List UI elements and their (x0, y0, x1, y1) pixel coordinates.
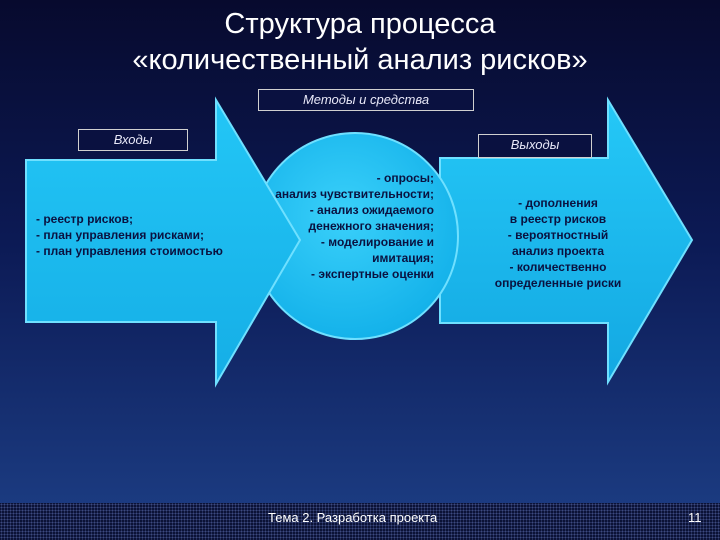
slide-title-line-1: Структура процесса (224, 8, 496, 40)
methods-list: - опросы; анализ чувствительности; - анализ ожидаемого денежного значения; - моделирование и имитация; - экспертные оценки (275, 171, 434, 281)
methods-label: Методы и средства (258, 89, 474, 111)
slide-title-line-2: «количественный анализ рисков» (132, 44, 588, 76)
footer-topic: Тема 2. Разработка проекта (268, 510, 438, 525)
inputs-label: Входы (78, 129, 188, 151)
outputs-label: Выходы (478, 134, 592, 158)
inputs-list: - реестр рисков; - план управления рисками; - план управления стоимостью (36, 212, 223, 258)
outputs-list: - дополнения в реестр рисков - вероятностный анализ проекта - количественно определенные риски (494, 196, 622, 290)
page-number: 11 (688, 510, 702, 525)
